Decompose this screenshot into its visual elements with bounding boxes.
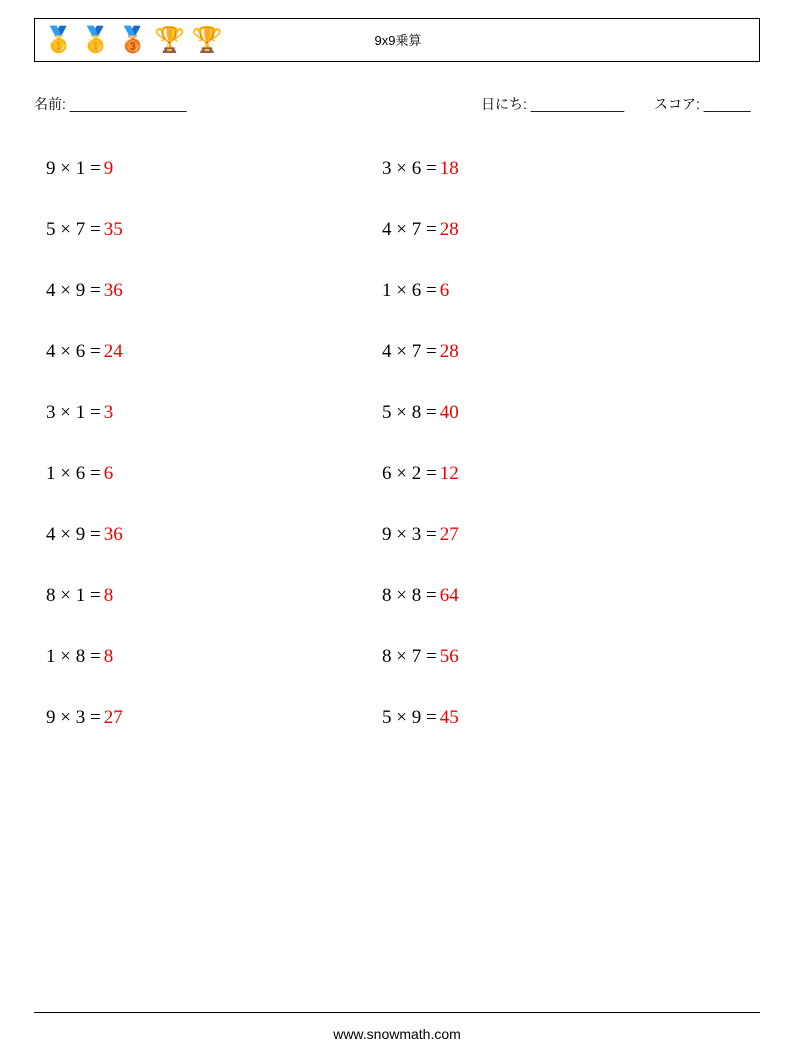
problem-item [46,687,386,748]
problem-question: 5 × 9 = [382,707,437,728]
problem-item [382,626,722,687]
problem-question: 1 × 8 = [46,646,101,667]
problem-answer: 36 [103,280,123,301]
problem-column-left [46,138,386,748]
problem-answer: 9 [103,158,114,179]
problem-item [382,321,722,382]
problem-answer: 27 [439,524,459,545]
problem-item [46,504,386,565]
problem-item [382,443,722,504]
trophy-icon: 🏆 [154,27,186,54]
problem-answer: 6 [439,280,450,301]
problem-answer: 28 [439,219,459,240]
problem-answer: 36 [103,524,123,545]
problem-item [382,382,722,443]
meta-row [34,94,760,114]
problem-question: 9 × 3 = [46,707,101,728]
problem-question: 3 × 6 = [382,158,437,179]
problem-answer: 27 [103,707,123,728]
third-place-medal-icon: 🥉 [117,27,149,54]
problem-item [46,565,386,626]
problem-question: 9 × 1 = [46,158,101,179]
footer-url[interactable]: www.snowmath.com [333,1026,461,1042]
problem-column-right [382,138,722,748]
problem-answer: 12 [439,463,459,484]
problem-question: 1 × 6 = [382,280,437,301]
problem-answer: 24 [103,341,123,362]
problem-answer: 3 [103,402,114,423]
problem-item [46,382,386,443]
problem-question: 3 × 1 = [46,402,101,423]
name-field-label[interactable]: 名前: _______________ [34,96,187,112]
problem-item [46,199,386,260]
header-bar [34,18,760,62]
problem-question: 8 × 7 = [382,646,437,667]
score-field-label[interactable]: スコア: ______ [654,96,751,112]
problem-item [46,443,386,504]
problem-question: 4 × 7 = [382,341,437,362]
problem-question: 6 × 2 = [382,463,437,484]
problem-item [382,565,722,626]
problem-item [46,321,386,382]
problem-question: 4 × 9 = [46,280,101,301]
trophy-icon: 🏆 [191,27,223,54]
problem-question: 5 × 8 = [382,402,437,423]
problem-item [46,138,386,199]
first-place-medal-icon: 🥇 [80,27,112,54]
first-place-medal-icon: 🥇 [43,27,75,54]
problem-answer: 35 [103,219,123,240]
problem-question: 4 × 7 = [382,219,437,240]
problem-answer: 18 [439,158,459,179]
problem-answer: 45 [439,707,459,728]
problem-question: 4 × 9 = [46,524,101,545]
problem-question: 4 × 6 = [46,341,101,362]
problem-answer: 64 [439,585,459,606]
problem-answer: 6 [103,463,114,484]
problem-item [46,260,386,321]
page-title: 9x9乗算 [374,33,422,48]
problem-item [382,199,722,260]
problem-answer: 40 [439,402,459,423]
problem-answer: 28 [439,341,459,362]
problem-answer: 56 [439,646,459,667]
problem-item [382,504,722,565]
footer-divider [34,1012,760,1013]
date-field-label[interactable]: 日にち: ____________ [481,96,625,112]
problem-question: 8 × 8 = [382,585,437,606]
problem-question: 9 × 3 = [382,524,437,545]
problem-item [382,138,722,199]
problem-item [382,687,722,748]
problem-item [382,260,722,321]
problem-answer: 8 [103,646,114,667]
problem-question: 5 × 7 = [46,219,101,240]
problem-question: 8 × 1 = [46,585,101,606]
problem-question: 1 × 6 = [46,463,101,484]
problem-item [46,626,386,687]
problem-answer: 8 [103,585,114,606]
